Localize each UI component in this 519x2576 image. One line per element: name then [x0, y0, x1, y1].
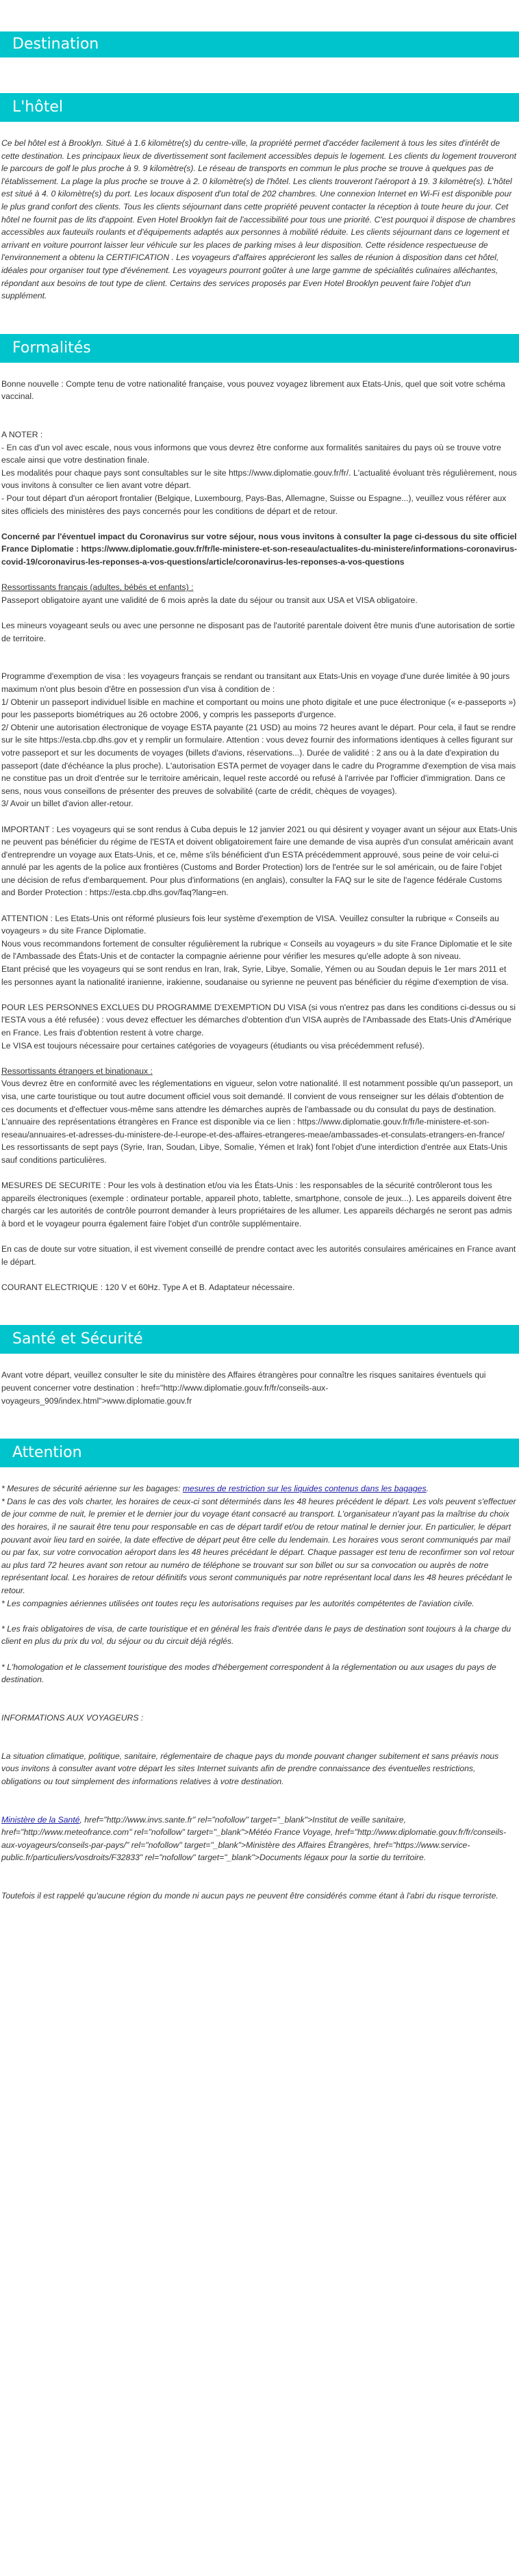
programme-line: 3/ Avoir un billet d'avion aller-retour. — [1, 799, 134, 809]
mesures-bagages — [1, 1482, 518, 1495]
mesures-securite: MESURES DE SECURITE : Pour les vols à destination et/ou via les États-Unis : les responsables de la sécurité contrôleront tous les appareils électroniques (exemple : ordinateur portable, appareil photo, tablette, smartphone, console de jeux...). Les appareils doivent être chargés car les autorités de contrôle pourront demander à leurs propriétaires de les allumer. Les appareils déchargés ne seront pas admis à bord et le voyageur pourra également faire l'objet d'un contrôle supplémentaire. — [1, 1181, 512, 1228]
liens-utiles-text: , href="http://www.invs.sante.fr" rel="nofollow" target="_blank">Institut de veille sanitaire, href="http://www.meteofrance.com" rel="nofollow" target="_blank">Météo France Voyage, href="http://www.diplomatie.gouv.fr/fr/conseils-aux-voyageurs/conseils-par-pays/" rel="nofollow" target="_blank">Ministère des Affaires Étrangères, href="https://www.service-public.fr/particuliers/vosdroits/F32833" rel="nofollow" target="_blank">Documents légaux pour la sortie du territoire. — [1, 1814, 507, 1863]
attention-text: ATTENTION : Les Etats-Unis ont réformé plusieurs fois leur système d'exemption de VISA. Veuillez consulter la rubrique « Conseils au voyageurs » du site France Diplomatie. — [1, 913, 499, 936]
nota-line: Les modalités pour chaque pays sont consultables sur le site https://www.diplomatie.gouv.fr/fr/. L'actualité évoluant très régulièrement, nous vous invitons à consulter ce lien avant votre départ. — [1, 467, 517, 491]
important-text: IMPORTANT : Les voyageurs qui se sont rendus à Cuba depuis le 12 janvier 2021 ou qui désirent y voyager avant un séjour aux Etats-Unis ne peuvent pas bénéficier du régime de l'ESTA et doivent obligatoirement faire une demande de visa auprès d'un consulat américain avant d'entreprendre un voyage aux Etats-Unis, et ce, même s'ils bénéficient d'un ESTA précédemment approuvé, sous peine de voir celui-ci annulé par les agents de la police aux frontières (Customs and Border Protection) lors de l'entrée sur le sol américain, ou de faire l'objet une décision de refus d'embarquement. Pour plus d'informations (en anglais), consulter la FAQ sur le site de l'agence fédérale Customs and Border Protection : https://esta.cbp.dhs.gov/faq?lang=en. — [1, 824, 518, 898]
exclus-text: POUR LES PERSONNES EXCLUES DU PROGRAMME D'EXEMPTION DU VISA (si vous n'entrez pas dans les conditions ci-dessus ou si l'ESTA vous a été refusée) : vous devez effectuer les démarches d'obtention d'un VISA auprès de l'Ambassade des Etats-Unis d'Amérique en France. Les frais d'obtention restent à votre charge. — [1, 1002, 516, 1038]
attention-line: Nous vous recommandons fortement de consulter régulièrement la rubrique « Conseils au voyageurs » du site France Diplomatie et le site de l'Ambassade des États-Unis et de contacter la compagnie aérienne pour vérifier les mesures qu'elle adopte à son niveau. — [1, 938, 512, 962]
nota-line: - Pour tout départ d'un aéroport frontalier (Belgique, Luxembourg, Pays-Bas, Allemagne, Suisse ou Espagne...), veuillez vous référer aux sites officiels des ministères des pays concernés pour les conditions de départ et de retour. — [1, 493, 507, 516]
liens-utiles — [1, 1814, 518, 1864]
formalites-intro: Bonne nouvelle : Compte tenu de votre nationalité française, vous pouvez voyagez librement aux Etats-Unis, quel que soit votre schéma vaccinal. — [1, 378, 505, 402]
coronavirus-notice: Concerné par l'éventuel impact du Coronavirus sur votre séjour, nous vous invitons à consulter la page ci-dessous du site officiel France Diplomatie : https://www.diplomatie.gouv.fr/fr/le-ministere-et-son-reseau/actualites-du-ministere/informations-coronavirus-covid-19/coronavirus-les-reponses-a-vos-questions/article/coronavirus-les-reponses-a-vos-questions — [1, 531, 518, 567]
mesures-prefix: * Mesures de sécurité aérienne sur les bagages: — [1, 1484, 183, 1494]
situation-text: La situation climatique, politique, sanitaire, réglementaire de chaque pays du monde pouvant changer subitement et sans préavis nous vous invitons à consulter avant votre départ les sites Internet suivants afin de prendre connaissance des éventuelles restrictions, obligations ou tout simplement des informations relatives à votre destination. — [1, 1751, 499, 1786]
destination-title: Destination — [0, 31, 519, 57]
ressortissants-title: Ressortissants français (adultes, bébés et enfants) : — [1, 582, 194, 593]
compagnies-text: * Les compagnies aériennes utilisées ont toutes reçu les autorisations requises par les autorités compétentes de l'aviation civile. — [1, 1598, 474, 1608]
hotel-description: Ce bel hôtel est à Brooklyn. Situé à 1.6 kilomètre(s) du centre-ville, la propriété permet d'accéder facilement à tous les sites d'intérêt de cette destination. Les principaux lieux de divertissement sont facilement accessibles depuis le logement. Les clients du logement trouveront le parcours de golf le plus proche à 9. 9 kilomètre(s). Le réseau de transports en commun le plus proche se trouve à quelques pas de l'établissement. La plage la plus proche se trouve à 2. 0 kilomètre(s) de l'hôtel. Les clients trouveront l'aéroport à 19. 3 kilomètre(s). L'hôtel est situé à 4. 0 kilomètre(s) du port. Les locaux disposent d'un total de 202 chambres. Une connexion Internet en Wi-Fi est disponible pour le plus grand confort des clients. Tous les clients séjournant dans cette propriété peuvent contacter la réception à toute heure du jour. Cet hôtel ne fournit pas de lits d'appoint. Even Hotel Brooklyn fait de l'accessibilité pour tous une priorité. C'est pourquoi il dispose de chambres accessibles aux fauteuils roulants et d'équipements adaptés aux personnes à mobilité réduite. Les clients séjournant dans ce logement et arrivant en voiture pourront laisser leur véhicule sur les places de parking mises à leur disposition. Cette résidence respectueuse de l'environnement a obtenu la CERTIFICATION . Les voyageurs d'affaires apprécieront les salles de réunion à disposition dans cet hôtel, idéales pour organiser tout type d'événement. Les voyageurs pourront goûter à une large gamme de spécialités culinaires alléchantes, répondant aux besoins de tout type de client. Certains des services proposés par Even Hotel Brooklyn peuvent faire l'objet d'un supplément. — [1, 138, 516, 301]
programme-line: 2/ Obtenir une autorisation électronique de voyage ESTA payante (21 USD) au moins 72 heures avant le départ. Pour cela, il faut se rendre sur le site https://esta.cbp.dhs.gov et y remplir un formulaire. Attention : vous devez fournir des informations identiques à celles figurant sur votre passeport et sur les documents de voyages (billets d'avions, réservations...). Durée de validité : 2 ans ou à la date d'expiration du passeport (date d'échéance la plus proche). L'autorisation ESTA permet de voyager dans le cadre du Programme d'exemption de visa mais ne constitue pas un droit d'entrée sur le territoire américain, lequel reste accordé ou refusé à l'arrivée par l'officier d'immigration. Dans ce sens, nous vous conseillons de présenter des preuves de solvabilité (carte de crédit, chèques de voyages). — [1, 722, 516, 796]
homologation-text: * L'homologation et le classement touristique des modes d'hébergement correspondent à la réglementation ou aux usages du pays de destination. — [1, 1662, 496, 1685]
horaires-text: * Dans le cas des vols charter, les horaires de ceux-ci sont déterminés dans les 48 heures précédent le départ. Les vols peuvent s'effectuer de jour comme de nuit, le premier et le dernier jour du voyage étant consacré au transport. L'organisateur n'ayant pas la maîtrise du choix des horaires, il ne saurait être tenu pour responsable en cas de départ tardif et/ou de retour matinal le dernier jour. En particulier, le départ pouvant avoir lieu tard en soirée, la date effective de départ peut être celle du lendemain. Les horaires vous seront communiqués par mail ou par fax, sur votre convocation aéroport dans les 48 heures précédant le départ. Chaque passager est tenu de reconfirmer son vol retour au plus tard 72 heures avant son retour au numéro de téléphone se trouvant sur son billet ou sur sa convocation ou auprès de notre représentant local. Les horaires de retour définitifs vous seront communiqués par notre représentant local dans les 48 heures précédant le retour. — [1, 1496, 516, 1595]
courant-electrique: COURANT ELECTRIQUE : 120 V et 60Hz. Type A et B. Adaptateur nécessaire. — [1, 1282, 295, 1292]
toutefois-text: Toutefois il est rappelé qu'aucune région du monde ni aucun pays ne peuvent être considérés comme étant à l'abri du risque terroriste. — [1, 1891, 498, 1901]
formalites-section — [0, 378, 519, 1294]
hotel-section-title: L'hôtel — [0, 93, 519, 122]
etrangers-line: Vous devrez être en conformité avec les réglementations en vigueur, selon votre nationalité. Il est notamment possible qu'un passeport, un visa, une carte touristique ou tout autre document officiel vous soit demandé. Il convient de vous renseigner sur les délais d'obtention de ces documents et d'effectuer vous-même sans attendre les démarches auprès de l'ambassade ou du consulat du pays de destination. — [1, 1079, 513, 1114]
nota-title: A NOTER : — [1, 430, 43, 440]
infos-voyageurs-title: INFORMATIONS AUX VOYAGEURS : — [1, 1712, 144, 1723]
etrangers-line: L'annuaire des représentations étrangères en France est disponible via ce lien : https://www.diplomatie.gouv.fr/fr/le-ministere-et-son-reseau/annuaires-et-adresses-du-ministere-de-l-europe-et-des-affaires-etrangeres-meae/ambassades-et-consulats-etrangers-en-france/ — [1, 1117, 505, 1139]
sante-section-title: Santé et Sécurité — [0, 1325, 519, 1354]
frais-text: * Les frais obligatoires de visa, de carte touristique et en général les frais d'entrée dans le pays de destination sont toujours à la charge du client en plus du prix du vol, du séjour ou du circuit déjà réglés. — [1, 1623, 511, 1647]
sante-section — [0, 1369, 519, 1407]
attention-line: Etant précisé que les voyageurs qui se sont rendus en Iran, Irak, Syrie, Libye, Somalie, Yémen ou au Soudan depuis le 1er mars 2011 et les personnes ayant la nationalité iranienne, irakienne, soudanaise ou syrienne ne peuvent pas bénéficier du régime d'exemption de visa. — [1, 964, 509, 987]
sante-text: Avant votre départ, veuillez consulter le site du ministère des Affaires étrangères pour connaître les risques sanitaires éventuels qui peuvent concerner votre destination : href="http://www.diplomatie.gouv.fr/fr/conseils-aux-voyageurs_909/index.html">www.diplomatie.gouv.fr — [1, 1370, 486, 1406]
ministere-sante-link[interactable]: Ministère de la Santé — [1, 1814, 80, 1825]
mesures-suffix: . — [426, 1484, 429, 1494]
mineurs-text: Les mineurs voyageant seuls ou avec une personne ne disposant pas de l'autorité parentale doivent être munis d'une autorisation de sortie de territoire. — [1, 621, 515, 643]
attention-section — [0, 1482, 519, 1903]
ressortissants-text: Passeport obligatoire ayant une validité de 6 mois après la date du séjour ou transit aux USA et VISA obligatoire. — [1, 595, 418, 605]
etrangers-title: Ressortissants étrangers et binationaux : — [1, 1066, 153, 1076]
etrangers-line: Les ressortissants de sept pays (Syrie, Iran, Soudan, Libye, Somalie, Yémen et Irak) font l'objet d'une interdiction d'entrée aux Etats-Unis sauf conditions particulières. — [1, 1142, 508, 1165]
hotel-section — [0, 137, 519, 302]
attention-section-title: Attention — [0, 1439, 519, 1467]
exclus-text-2: Le VISA est toujours nécessaire pour certaines catégories de voyageurs (étudiants ou visa précédemment refusé). — [1, 1040, 425, 1051]
en-cas-de-doute: En cas de doute sur votre situation, il est vivement conseillé de prendre contact avec les autorités consulaires américaines en France avant le départ. — [1, 1244, 516, 1267]
nota-line: - En cas d'un vol avec escale, nous vous informons que vous devrez être conforme aux formalités sanitaires du pays où se trouve votre escale ainsi que votre destination finale. — [1, 442, 501, 465]
programme-text: Programme d'exemption de visa : les voyageurs français se rendant ou transitant aux Etats-Unis en voyage d'une durée limitée à 90 jours maximum n'ont plus besoin d'être en possession d'un visa à condition de : — [1, 671, 510, 694]
liquides-link[interactable]: mesures de restriction sur les liquides contenus dans les bagages — [182, 1484, 427, 1494]
formalites-section-title: Formalités — [0, 334, 519, 363]
programme-line: 1/ Obtenir un passeport individuel lisible en machine et comportant ou moins une photo digitale et une puce électronique (« e-passeports ») pour les passeports biométriques au 26 octobre 2006, y compris les passeports d'urgence. — [1, 697, 516, 720]
